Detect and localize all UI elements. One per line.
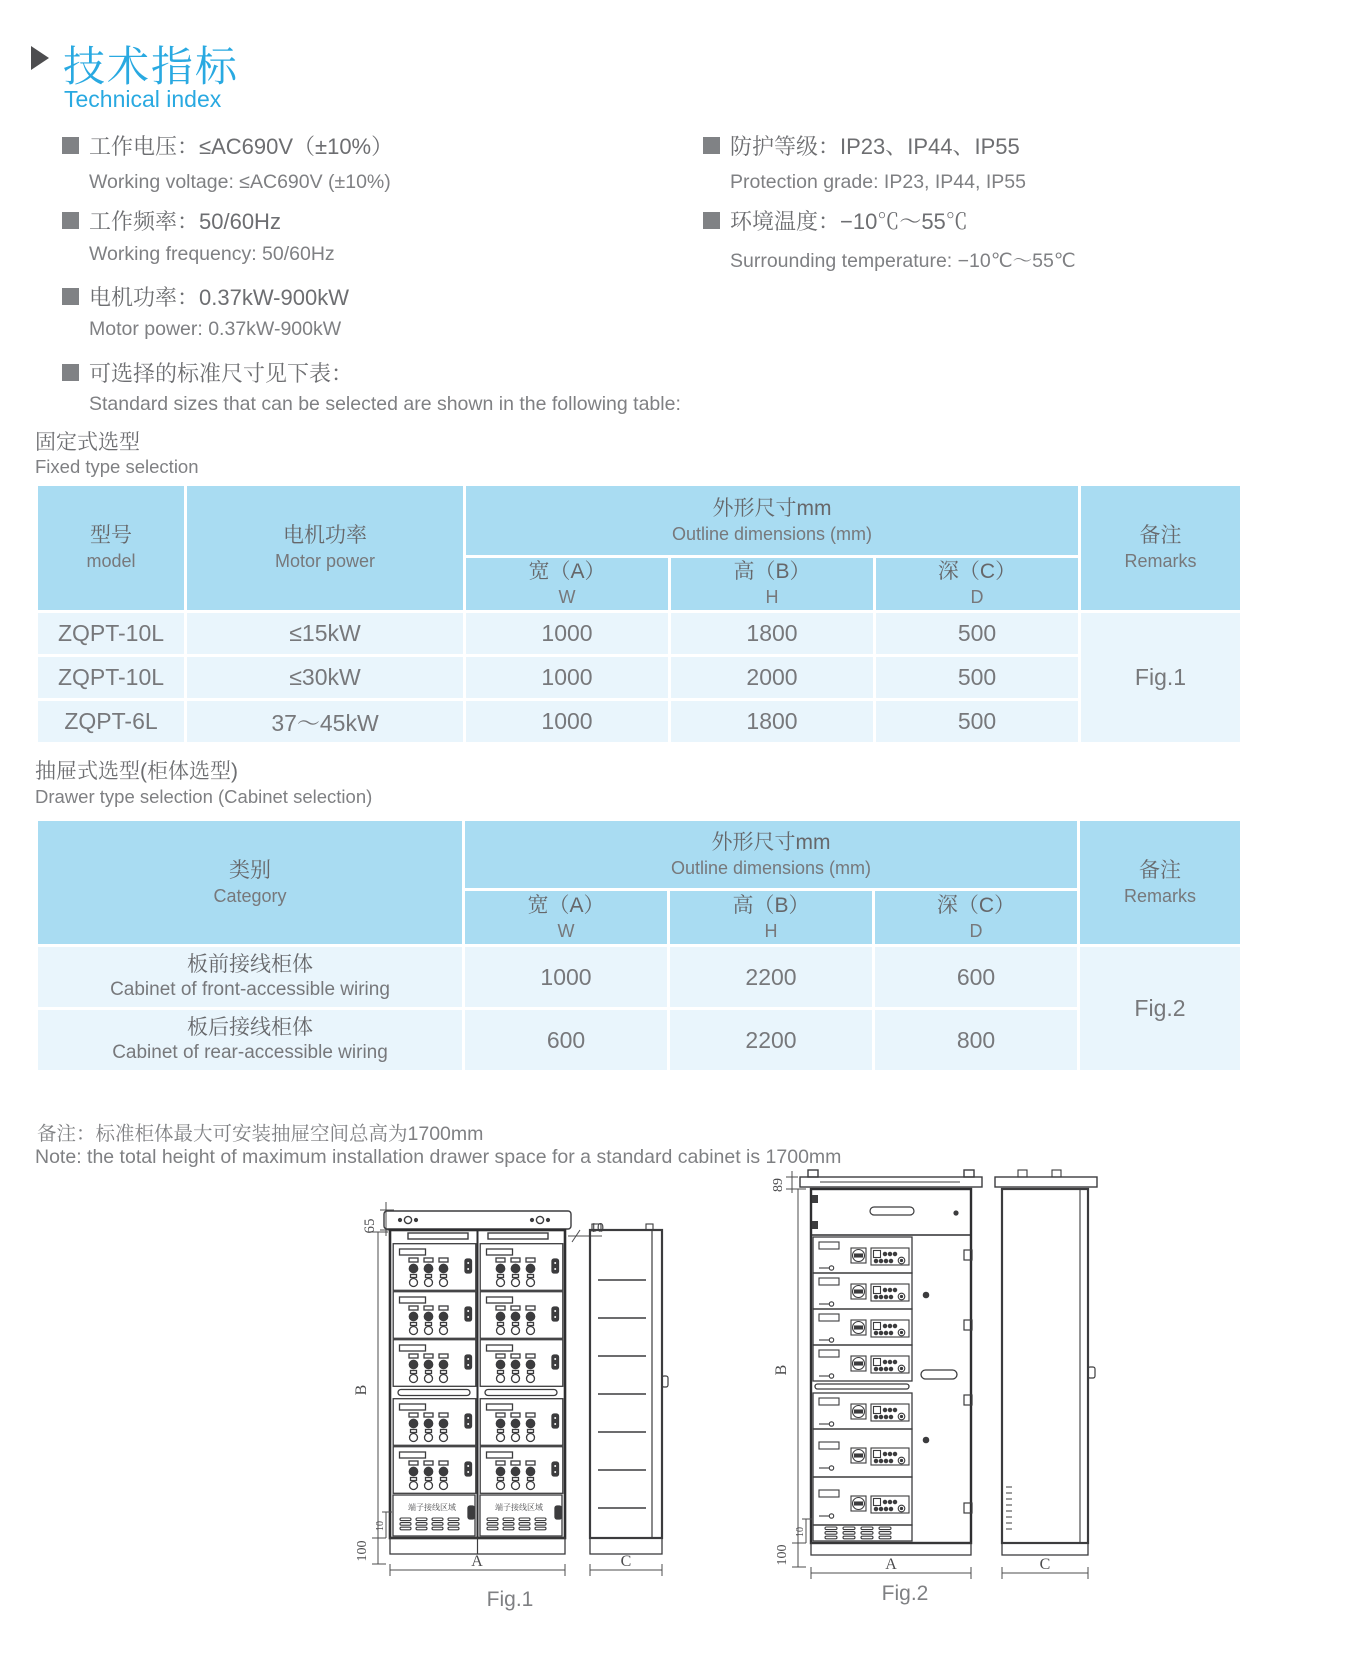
th-h-zh: 高（B） bbox=[733, 560, 811, 584]
th-h-en: H bbox=[765, 587, 779, 608]
th-d-en: D bbox=[969, 920, 983, 941]
cell-h: 2000 bbox=[670, 656, 875, 700]
fig1-drawing bbox=[340, 1140, 690, 1620]
th-height bbox=[669, 890, 874, 946]
fig2-dim-B: B bbox=[773, 1364, 790, 1376]
spec-text: 工作频率：50/60Hz bbox=[89, 209, 281, 234]
note-en: Note: the total height of maximum installation drawer space for a standard cabinet is 1700mm bbox=[35, 1146, 842, 1168]
th-category-en: Category bbox=[213, 885, 287, 906]
note-zh: 备注：标准柜体最大可安装抽屉空间总高为1700mm bbox=[37, 1123, 484, 1145]
th-dims-zh: 外形尺寸mm bbox=[712, 496, 832, 520]
th-power-en: Motor power bbox=[274, 551, 376, 572]
fig1-terminal-label: 端子接线区域 bbox=[408, 1503, 456, 1512]
th-outline-dims bbox=[464, 820, 1079, 890]
fig2-dim-89: 89 bbox=[771, 1178, 786, 1192]
spec-sizes-zh bbox=[62, 357, 353, 388]
cell-d: 800 bbox=[874, 1009, 1079, 1072]
fig1-dim-65: 65 bbox=[362, 1218, 378, 1234]
th-model-zh: 型号 bbox=[90, 524, 132, 548]
spec-temperature-zh bbox=[703, 205, 968, 236]
fig1-dim-100: 100 bbox=[355, 1540, 370, 1562]
fixed-type-table bbox=[35, 483, 1243, 745]
cell-d: 500 bbox=[875, 656, 1080, 700]
cell-w: 1000 bbox=[465, 612, 670, 656]
th-remarks-en: Remarks bbox=[1123, 885, 1196, 906]
spec-text: 环境温度：−10℃～55℃ bbox=[730, 209, 968, 234]
th-model bbox=[37, 485, 186, 612]
square-bullet-icon bbox=[703, 212, 720, 229]
page-subtitle: Technical index bbox=[64, 86, 222, 112]
spec-text: 电机功率：0.37kW-900kW bbox=[89, 285, 349, 310]
th-remarks bbox=[1079, 820, 1242, 946]
fig2-dim-100: 100 bbox=[775, 1544, 790, 1566]
drawer-section-label-en: Drawer type selection (Cabinet selection) bbox=[35, 786, 373, 807]
fig1-caption: Fig.1 bbox=[486, 1588, 534, 1611]
cell-w: 1000 bbox=[465, 656, 670, 700]
spec-power-en: Motor power: 0.37kW-900kW bbox=[89, 318, 342, 340]
th-d-zh: 深（C） bbox=[936, 893, 1016, 917]
fig2-dim-10-inner: 10 bbox=[795, 1527, 806, 1537]
square-bullet-icon bbox=[62, 364, 79, 381]
cell-category bbox=[37, 946, 464, 1009]
cell-category-en: Cabinet of front-accessible wiring bbox=[110, 979, 390, 1001]
spec-voltage-zh bbox=[62, 130, 393, 161]
spec-voltage-en: Working voltage: ≤AC690V (±10%) bbox=[89, 171, 391, 193]
fig2-caption: Fig.2 bbox=[881, 1582, 929, 1605]
section-arrow-icon bbox=[31, 46, 49, 70]
th-width bbox=[464, 890, 669, 946]
th-height bbox=[670, 557, 875, 612]
fig2-drawing bbox=[740, 1095, 1120, 1615]
th-category-zh: 类别 bbox=[229, 858, 271, 882]
cell-power: 37～45kW bbox=[186, 700, 465, 744]
spec-frequency-en: Working frequency: 50/60Hz bbox=[89, 243, 335, 265]
table-row bbox=[37, 1009, 1242, 1072]
fig1-dim-10-inner: 10 bbox=[375, 1521, 386, 1531]
fixed-section-label-en: Fixed type selection bbox=[35, 456, 199, 477]
th-h-zh: 高（B） bbox=[732, 893, 810, 917]
th-w-en: W bbox=[557, 920, 575, 941]
th-motor-power bbox=[186, 485, 465, 612]
cell-d: 500 bbox=[875, 700, 1080, 744]
table-row bbox=[37, 946, 1242, 1009]
spec-protection-zh bbox=[703, 130, 1020, 161]
fig1-dim-A: A bbox=[471, 1553, 483, 1570]
page-title: 技术指标 bbox=[63, 43, 240, 90]
cell-model: ZQPT-10L bbox=[37, 656, 186, 700]
cell-category-zh: 板前接线柜体 bbox=[187, 953, 313, 976]
spec-protection-en: Protection grade: IP23, IP44, IP55 bbox=[730, 171, 1026, 193]
square-bullet-icon bbox=[703, 137, 720, 154]
cell-w: 600 bbox=[464, 1009, 669, 1072]
fig1-dim-C: C bbox=[620, 1553, 632, 1570]
cell-w: 1000 bbox=[464, 946, 669, 1009]
cell-d: 500 bbox=[875, 612, 1080, 656]
th-remarks-en: Remarks bbox=[1124, 551, 1197, 572]
th-depth bbox=[874, 890, 1079, 946]
spec-text: 工作电压：≤AC690V（±10%） bbox=[89, 134, 394, 159]
cell-power: ≤30kW bbox=[186, 656, 465, 700]
cell-model: ZQPT-10L bbox=[37, 612, 186, 656]
th-depth bbox=[875, 557, 1080, 612]
table-row bbox=[37, 700, 1242, 744]
fig1-dim-10: 10 bbox=[590, 1221, 604, 1236]
th-dims-en: Outline dimensions (mm) bbox=[670, 857, 872, 878]
table-row bbox=[37, 656, 1242, 700]
cell-category-zh: 板后接线柜体 bbox=[187, 1016, 313, 1039]
cell-model: ZQPT-6L bbox=[37, 700, 186, 744]
cell-w: 1000 bbox=[465, 700, 670, 744]
spec-text: 可选择的标准尺寸见下表： bbox=[89, 361, 354, 386]
th-model-en: model bbox=[86, 551, 136, 572]
th-remarks bbox=[1080, 485, 1242, 612]
th-w-zh: 宽（A） bbox=[527, 893, 605, 917]
cell-category-en: Cabinet of rear-accessible wiring bbox=[112, 1042, 388, 1064]
th-dims-zh: 外形尺寸mm bbox=[711, 830, 831, 854]
drawer-section-label-zh: 抽屉式选型(柜体选型) bbox=[35, 760, 238, 783]
cell-remark: Fig.1 bbox=[1080, 612, 1242, 744]
table-row bbox=[37, 612, 1242, 656]
cell-remark: Fig.2 bbox=[1079, 946, 1242, 1072]
th-w-en: W bbox=[558, 587, 576, 608]
square-bullet-icon bbox=[62, 288, 79, 305]
th-power-zh: 电机功率 bbox=[283, 524, 367, 548]
fig1-terminal-label: 端子接线区域 bbox=[495, 1503, 543, 1512]
th-h-en: H bbox=[764, 920, 778, 941]
square-bullet-icon bbox=[62, 137, 79, 154]
cell-d: 600 bbox=[874, 946, 1079, 1009]
cell-power: ≤15kW bbox=[186, 612, 465, 656]
spec-power-zh bbox=[62, 281, 349, 312]
th-d-en: D bbox=[970, 587, 984, 608]
fixed-section-label-zh: 固定式选型 bbox=[35, 431, 140, 454]
fig2-dim-A: A bbox=[885, 1556, 897, 1573]
spec-sizes-en: Standard sizes that can be selected are shown in the following table: bbox=[89, 393, 681, 415]
spec-frequency-zh bbox=[62, 205, 281, 236]
th-width bbox=[465, 557, 670, 612]
th-category bbox=[37, 820, 464, 946]
th-dims-en: Outline dimensions (mm) bbox=[671, 523, 873, 544]
spec-text: 防护等级：IP23、IP44、IP55 bbox=[730, 134, 1020, 159]
cell-h: 2200 bbox=[669, 1009, 874, 1072]
drawer-type-table bbox=[35, 818, 1243, 1073]
cell-h: 2200 bbox=[669, 946, 874, 1009]
cell-h: 1800 bbox=[670, 700, 875, 744]
fig2-dim-C: C bbox=[1039, 1556, 1051, 1573]
cell-category bbox=[37, 1009, 464, 1072]
th-remarks-zh: 备注 bbox=[1139, 858, 1181, 882]
spec-temperature-en: Surrounding temperature: −10℃～55℃ bbox=[730, 250, 1076, 272]
square-bullet-icon bbox=[62, 212, 79, 229]
fig1-dim-B: B bbox=[353, 1384, 370, 1396]
cell-h: 1800 bbox=[670, 612, 875, 656]
th-d-zh: 深（C） bbox=[937, 560, 1017, 584]
th-outline-dims bbox=[465, 485, 1080, 557]
th-remarks-zh: 备注 bbox=[1139, 524, 1182, 548]
th-w-zh: 宽（A） bbox=[528, 560, 606, 584]
